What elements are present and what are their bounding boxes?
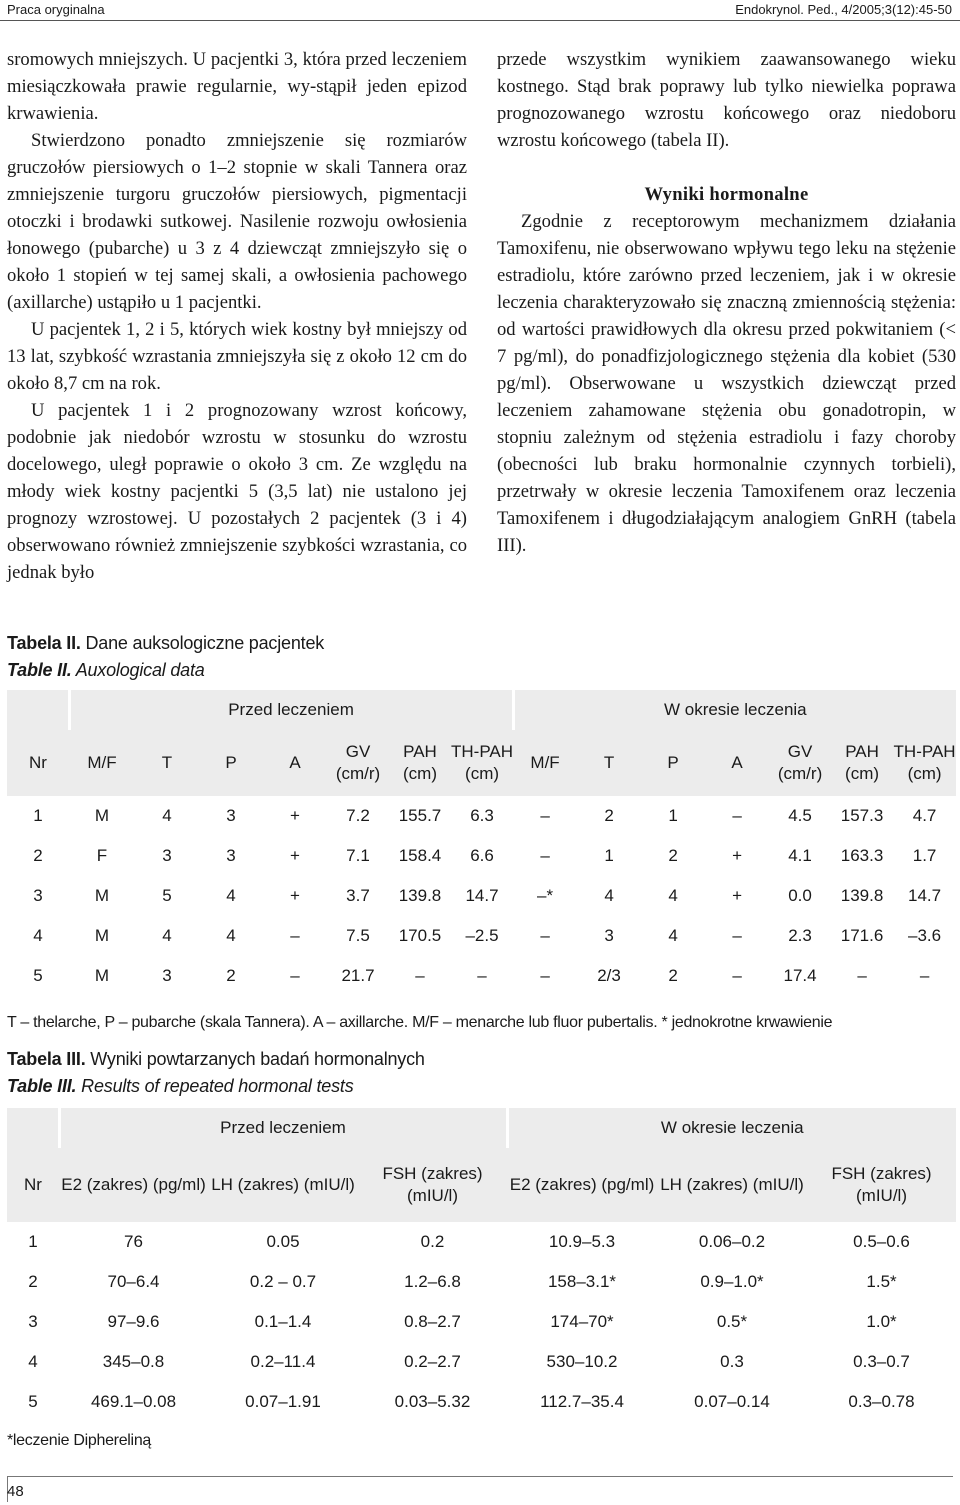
table2-cell: – — [540, 966, 550, 985]
table2-row — [7, 836, 956, 876]
table2-cell: F — [96, 846, 108, 865]
table2-cell: 5 — [33, 966, 43, 985]
left-paragraph-1: sromowych mniejszych. U pacjentki 3, która przed leczeniem miesiączkowała prawie regularnie, wy-stąpił jeden epizod krwawienia. — [7, 49, 467, 124]
table2-header-cell: T — [135, 730, 199, 796]
table2-cell: 3 — [226, 846, 236, 865]
journal-citation: Endokrynol. Ped., 4/2005;3(12):45-50 — [735, 2, 952, 17]
table2-cell: 3 — [226, 806, 236, 825]
table2-header-cell: M/F — [69, 730, 135, 796]
table3-header-cell: LH (zakres) (mIU/l) — [657, 1148, 807, 1222]
table3-cell: 0.5–0.6 — [853, 1232, 910, 1251]
table2-cell: –* — [537, 886, 554, 905]
table3-cell: 469.1–0.08 — [90, 1392, 177, 1411]
table2-header-cell: M/F — [513, 730, 577, 796]
table3-cell: 0.1–1.4 — [254, 1312, 312, 1331]
table2-row — [7, 796, 956, 836]
table3-cell: 0.5* — [716, 1312, 748, 1331]
left-paragraph-2: Stwierdzono ponadto zmniejszenie się rozmiarów gruczołów piersiowych o 1–2 stopnie w skali Tannera oraz zmniejszenie turgoru gruczołów piersiowych, pigmentacji otoczki i brodawki sutkowej. Nasilenie rozwoju owłosienia łonowego (pubarche) u 3 z 4 dziewcząt zmniejszyło się o około 1 stopień w tej samej skali, a owłosienia pachowego (axillarche) ustąpiło u 1 pacjentki. — [7, 130, 467, 313]
table3-header-cell: LH (zakres) (mIU/l) — [208, 1148, 358, 1222]
table2-footnote: T – thelarche, P – pubarche (skala Tannera). A – axillarche. M/F – menarche lub fluor pubertalis. * jednokrotne krwawienie — [7, 1014, 833, 1031]
table3-cell: 0.3 — [720, 1352, 744, 1371]
table3-cell: 0.06–0.2 — [698, 1232, 766, 1251]
table2-body — [7, 796, 956, 996]
table3-cell: 70–6.4 — [107, 1272, 160, 1291]
table3-header-cell: FSH (zakres) (mIU/l) — [807, 1148, 956, 1222]
table3-cell: 0.07–1.91 — [245, 1392, 321, 1411]
table2-header-cell: T — [577, 730, 641, 796]
table3-cell: 5 — [28, 1392, 38, 1411]
table2-cell: – — [857, 966, 867, 985]
table3-row — [7, 1262, 956, 1302]
table3-group-during: W okresie leczenia — [507, 1108, 956, 1148]
table2-cell: 171.6 — [840, 926, 884, 945]
table2-cell: 14.7 — [465, 886, 499, 905]
table3-cell: 0.9–1.0* — [700, 1272, 764, 1291]
table2-cell: 2/3 — [597, 966, 621, 985]
table3-cell: 0.03–5.32 — [394, 1392, 471, 1411]
table2-cell: M — [94, 966, 110, 985]
table2-cell: 157.3 — [840, 806, 884, 825]
table3-label-pl: Tabela III. — [7, 1049, 86, 1069]
table3-group-before: Przed leczeniem — [59, 1108, 507, 1148]
table3-cell: 0.8–2.7 — [404, 1312, 461, 1331]
table2-cell: – — [477, 966, 487, 985]
table3-cell: 1 — [28, 1232, 38, 1251]
footer-rule — [7, 1476, 953, 1477]
table2-cell: 139.8 — [840, 886, 884, 905]
table2-cell: 4 — [162, 926, 172, 945]
auxological-data-table — [7, 690, 956, 996]
table3-footnote: *leczenie Diphereliną — [7, 1432, 152, 1449]
table3-cell: 345–0.8 — [102, 1352, 165, 1371]
table2-header-cell: TH-PAH (cm) — [893, 730, 956, 796]
table3-cell: 76 — [124, 1232, 143, 1251]
table2-cell: + — [290, 846, 300, 865]
table2-cell: + — [732, 886, 743, 905]
page-number: 48 — [7, 1483, 24, 1500]
table2-cell: + — [290, 886, 300, 905]
table2-cell: 4 — [162, 806, 172, 825]
table2-cell: – — [540, 806, 550, 825]
table2-cell: M — [94, 926, 110, 945]
table2-cell: 2.3 — [788, 926, 812, 945]
table3-body — [7, 1222, 956, 1422]
table3-header-cell: E2 (zakres) (pg/ml) — [507, 1148, 657, 1222]
table2-corner — [7, 690, 69, 730]
table2-header-cell: A — [263, 730, 327, 796]
table3-cell: 4 — [28, 1352, 38, 1371]
table3-cell: 0.3–0.78 — [848, 1392, 915, 1411]
section-heading-hormonal-results: Wyniki hormonalne — [644, 184, 809, 205]
table2-cell: + — [290, 806, 300, 825]
table3-header-cell: FSH (zakres) (mIU/l) — [358, 1148, 507, 1222]
table3-row — [7, 1222, 956, 1262]
table2-row — [7, 956, 956, 996]
table2-label-en: Table II. — [7, 660, 72, 680]
table2-cell: 7.2 — [346, 806, 370, 825]
table2-cell: 3 — [604, 926, 614, 945]
table2-cell: –3.6 — [908, 926, 942, 945]
table2-cell: 4.1 — [788, 846, 812, 865]
table2-cell: – — [415, 966, 425, 985]
table2-cell: 2 — [33, 846, 43, 865]
table2-cell: 6.3 — [470, 806, 494, 825]
table3-cell: 1.2–6.8 — [404, 1272, 461, 1291]
table2-cell: 1 — [668, 806, 678, 825]
table3-cell: 0.3–0.7 — [853, 1352, 910, 1371]
table2-cell: 2 — [604, 806, 614, 825]
table3-cell: 0.07–0.14 — [694, 1392, 770, 1411]
table2-header-cell: A — [705, 730, 769, 796]
table2-cell: 14.7 — [908, 886, 942, 905]
right-text-column — [497, 46, 956, 559]
table2-cell: 17.4 — [783, 966, 817, 985]
table2-cell: M — [94, 806, 110, 825]
table3-cell: 112.7–35.4 — [540, 1392, 624, 1411]
table2-cell: – — [290, 926, 300, 945]
table2-cell: – — [290, 966, 300, 985]
table2-header-cell: PAH (cm) — [831, 730, 893, 796]
table3-cell: 0.2–11.4 — [250, 1352, 316, 1371]
table2-cell: 6.6 — [470, 846, 494, 865]
table3-cell: 0.2 – 0.7 — [249, 1272, 317, 1291]
table3-cell: 0.05 — [266, 1232, 300, 1251]
table2-header-cell: PAH (cm) — [389, 730, 451, 796]
table2-cell: 1 — [33, 806, 43, 825]
hormonal-tests-table — [7, 1108, 956, 1422]
table2-cell: – — [732, 806, 742, 825]
table3-row — [7, 1302, 956, 1342]
table3-title-pl: Wyniki powtarzanych badań hormonalnych — [85, 1049, 425, 1069]
table3-title-en: Results of repeated hormonal tests — [76, 1076, 354, 1096]
table2-cell: 1 — [604, 846, 614, 865]
table2-cell: 155.7 — [398, 806, 442, 825]
left-paragraph-4: U pacjentek 1 i 2 prognozowany wzrost końcowy, podobnie jak niedobór wzrostu w stosunku do wzrostu docelowego, uległ poprawie o około 3 cm. Ze względu na młody wiek kostny pacjentki 5 (3,5 lat) nie ustalono jej prognozy wzrostowej. U pozostałych 2 pacjentek (3 i 4) obserwowano również zmniejszenie szybkości wzrastania, co jednak było — [7, 400, 467, 583]
table2-cell: 4.7 — [912, 806, 937, 825]
table2-cell: – — [732, 926, 742, 945]
table3-header-cell: E2 (zakres) (pg/ml) — [59, 1148, 208, 1222]
left-paragraph-3: U pacjentek 1, 2 i 5, których wiek kostny był mniejszy od 13 lat, szybkość wzrastania zmniejszyła się z około 12 cm do około 8,7 cm na rok. — [7, 319, 467, 394]
table2-cell: 21.7 — [341, 966, 375, 985]
left-text-column — [7, 46, 467, 586]
table2-header-cell: GV (cm/r) — [769, 730, 831, 796]
table2-cell: 2 — [668, 966, 678, 985]
table2-label-pl: Tabela II. — [7, 633, 81, 653]
table2-cell: 1.7 — [912, 846, 937, 865]
table2-caption-pl — [7, 630, 324, 657]
table2-cell: 5 — [162, 886, 172, 905]
table2-cell: M — [94, 886, 110, 905]
table2-cell: 4 — [226, 926, 236, 945]
table2-cell: 7.1 — [346, 846, 370, 865]
table2-cell: – — [919, 966, 930, 985]
table2-cell: 4 — [226, 886, 236, 905]
right-paragraph-1: przede wszystkim wynikiem zaawansowanego wieku kostnego. Stąd brak poprawy lub tylko niewielka poprawa prognozowanego wzrostu końcowego oraz niedoboru wzrostu końcowego (tabela II). — [497, 49, 956, 151]
table2-cell: 7.5 — [346, 926, 370, 945]
table3-caption-en — [7, 1073, 354, 1100]
table3-cell: 2 — [28, 1272, 38, 1291]
table2-cell: + — [732, 846, 743, 865]
table2-cell: 163.3 — [840, 846, 884, 865]
table2-title-en: Auxological data — [71, 660, 205, 680]
table2-header-cell: P — [199, 730, 263, 796]
table2-group-during: W okresie leczenia — [513, 690, 956, 730]
table2-title-pl: Dane auksologiczne pacjentek — [80, 633, 325, 653]
table3-header-cell: Nr — [7, 1148, 59, 1222]
table3-cell: 0.2–2.7 — [404, 1352, 461, 1371]
table3-row — [7, 1382, 956, 1422]
table3-cell: 174–70* — [550, 1312, 614, 1331]
table2-cell: –2.5 — [465, 926, 499, 945]
table2-cell: 170.5 — [398, 926, 442, 945]
table3-cell: 1.5* — [866, 1272, 897, 1291]
table3-header-row — [7, 1148, 956, 1222]
table3-cell: 0.2 — [420, 1232, 445, 1251]
table2-header-cell: P — [641, 730, 705, 796]
table2-cell: 4 — [668, 886, 678, 905]
table3-cell: 158–3.1* — [547, 1272, 617, 1291]
table2-row — [7, 916, 956, 956]
table2-cell: 0.0 — [788, 886, 812, 905]
table2-row — [7, 876, 956, 916]
article-type: Praca oryginalna — [7, 2, 105, 17]
table2-header-cell: TH-PAH (cm) — [451, 730, 513, 796]
table2-cell: – — [732, 966, 742, 985]
table3-label-en: Table III. — [7, 1076, 77, 1096]
running-header — [0, 0, 960, 21]
table2-group-before: Przed leczeniem — [69, 690, 513, 730]
table3-corner — [7, 1108, 59, 1148]
table2-header-cell: GV (cm/r) — [327, 730, 389, 796]
table3-cell: 10.9–5.3 — [548, 1232, 616, 1251]
table3-cell: 1.0* — [866, 1312, 897, 1331]
table2-cell: 2 — [226, 966, 236, 985]
table2-cell: 158.4 — [398, 846, 442, 865]
table2-cell: 3 — [33, 886, 43, 905]
table2-header-row — [7, 730, 956, 796]
table3-cell: 97–9.6 — [107, 1312, 160, 1331]
table3-row — [7, 1342, 956, 1382]
table2-caption-en — [7, 657, 205, 684]
table2-cell: 3.7 — [346, 886, 370, 905]
table3-cell: 530–10.2 — [546, 1352, 618, 1371]
table2-header-cell: Nr — [7, 730, 69, 796]
table2-cell: 4 — [668, 926, 678, 945]
table2-cell: – — [540, 926, 550, 945]
table2-cell: 4.5 — [788, 806, 812, 825]
table3-cell: 3 — [28, 1312, 38, 1331]
table2-cell: 3 — [162, 846, 172, 865]
table3-caption-pl — [7, 1046, 425, 1073]
table2-cell: – — [540, 846, 550, 865]
table2-cell: 139.8 — [398, 886, 442, 905]
table2-cell: 4 — [604, 886, 614, 905]
table2-cell: 4 — [33, 926, 43, 945]
table2-cell: 3 — [162, 966, 172, 985]
table2-cell: 2 — [668, 846, 678, 865]
right-paragraph-2: Zgodnie z receptorowym mechanizmem działania Tamoxifenu, nie obserwowano wpływu tego leku na stężenie estradiolu, które zarówno przed leczeniem, jak i w okresie leczenia charakteryzowało się znaczną zmiennością stężenia: od wartości prawidłowych dla okresu przed pokwitaniem (< 7 pg/ml), do ponadfizjologicznego stężenia dla kobiet (530 pg/ml). Obserwowane u wszystkich dziewcząt przed leczeniem zahamowane stężenia obu gonadotropin, w stopniu zależnym od stężenia estradiolu i fazy choroby (obecności lub braku hormonalnie czynnych torbieli), przetrwały w okresie leczenia Tamoxifenem oraz leczenia Tamoxifenem i długodziałającym analogiem GnRH (tabela III). — [497, 211, 956, 556]
